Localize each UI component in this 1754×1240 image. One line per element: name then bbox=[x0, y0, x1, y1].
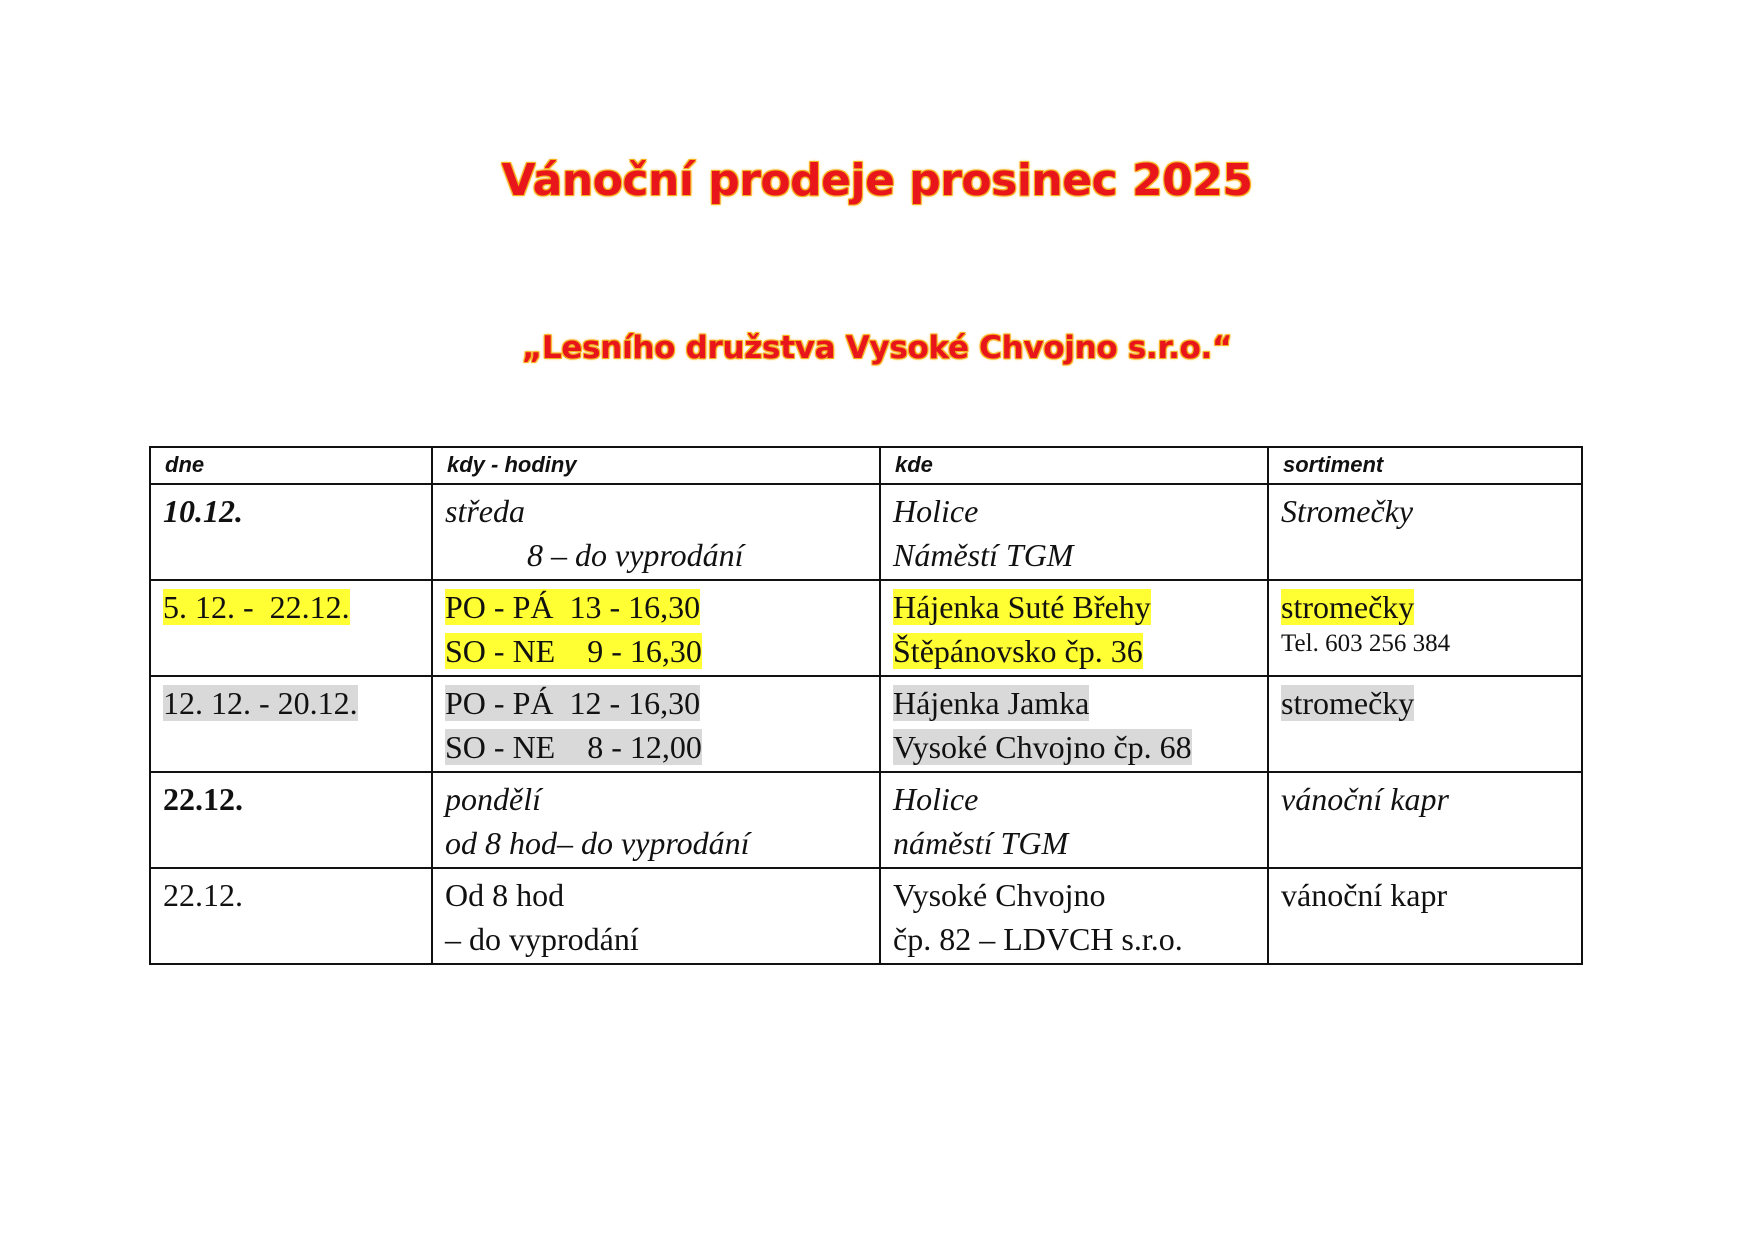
cell-kde bbox=[880, 676, 1268, 772]
column-header-dne: dne bbox=[150, 447, 432, 484]
hours-text: 8 – do vyprodání bbox=[527, 537, 744, 573]
cell-dne bbox=[150, 868, 432, 964]
cell-kdy bbox=[432, 580, 880, 676]
cell-kde bbox=[880, 772, 1268, 868]
date-text: 12. 12. - 20.12. bbox=[163, 685, 358, 721]
hours-text: od 8 hod– do vyprodání bbox=[445, 825, 750, 861]
cell-dne bbox=[150, 772, 432, 868]
hours-text: Od 8 hod bbox=[445, 877, 565, 913]
column-header-kde: kde bbox=[880, 447, 1268, 484]
day-text: pondělí bbox=[445, 781, 541, 817]
sales-schedule-table bbox=[149, 446, 1583, 965]
place-text: Hájenka Jamka bbox=[893, 685, 1090, 721]
assortment-text: Stromečky bbox=[1281, 493, 1414, 529]
place-text: Holice bbox=[893, 493, 979, 529]
hours-note-text: – do vyprodání bbox=[445, 921, 639, 957]
assortment-text: vánoční kapr bbox=[1281, 781, 1449, 817]
cell-dne bbox=[150, 484, 432, 580]
place-text: Hájenka Suté Břehy bbox=[893, 589, 1151, 625]
address-text: náměstí TGM bbox=[893, 825, 1069, 861]
date-text: 22.12. bbox=[163, 877, 243, 913]
column-header-sortiment: sortiment bbox=[1268, 447, 1582, 484]
weekend-hours-text: SO - NE 8 - 12,00 bbox=[445, 729, 702, 765]
cell-kde bbox=[880, 868, 1268, 964]
cell-sortiment bbox=[1268, 484, 1582, 580]
cell-dne bbox=[150, 676, 432, 772]
cell-kdy bbox=[432, 772, 880, 868]
weekday-hours-text: PO - PÁ 13 - 16,30 bbox=[445, 589, 701, 625]
assortment-text: stromečky bbox=[1281, 589, 1415, 625]
address-text: Vysoké Chvojno čp. 68 bbox=[893, 729, 1192, 765]
address-text: Náměstí TGM bbox=[893, 537, 1074, 573]
cell-kde bbox=[880, 580, 1268, 676]
weekday-hours-text: PO - PÁ 12 - 16,30 bbox=[445, 685, 701, 721]
table-row bbox=[150, 484, 1582, 580]
cell-sortiment bbox=[1268, 772, 1582, 868]
phone-text: Tel. 603 256 384 bbox=[1281, 630, 1451, 657]
document-title: Vánoční prodeje prosinec 2025 bbox=[501, 155, 1253, 206]
weekend-hours-text: SO - NE 9 - 16,30 bbox=[445, 633, 702, 669]
cell-dne bbox=[150, 580, 432, 676]
place-text: Vysoké Chvojno bbox=[893, 877, 1106, 913]
date-text: 22.12. bbox=[163, 781, 243, 817]
table-row bbox=[150, 676, 1582, 772]
cell-kdy bbox=[432, 868, 880, 964]
place-text: Holice bbox=[893, 781, 979, 817]
table-row bbox=[150, 772, 1582, 868]
cell-kde bbox=[880, 484, 1268, 580]
date-text: 10.12. bbox=[163, 493, 243, 529]
cell-kdy bbox=[432, 676, 880, 772]
address-text: čp. 82 – LDVCH s.r.o. bbox=[893, 921, 1183, 957]
cell-sortiment bbox=[1268, 676, 1582, 772]
assortment-text: vánoční kapr bbox=[1281, 877, 1448, 913]
table-row bbox=[150, 868, 1582, 964]
cell-sortiment bbox=[1268, 580, 1582, 676]
table-header-row bbox=[150, 447, 1582, 484]
cell-sortiment bbox=[1268, 868, 1582, 964]
assortment-text: stromečky bbox=[1281, 685, 1415, 721]
day-text: středa bbox=[445, 493, 525, 529]
document-subtitle: „Lesního družstva Vysoké Chvojno s.r.o.“ bbox=[521, 330, 1233, 366]
date-text: 5. 12. - 22.12. bbox=[163, 589, 350, 625]
table-row bbox=[150, 580, 1582, 676]
address-text: Štěpánovsko čp. 36 bbox=[893, 633, 1143, 669]
cell-kdy bbox=[432, 484, 880, 580]
column-header-kdy: kdy - hodiny bbox=[432, 447, 880, 484]
